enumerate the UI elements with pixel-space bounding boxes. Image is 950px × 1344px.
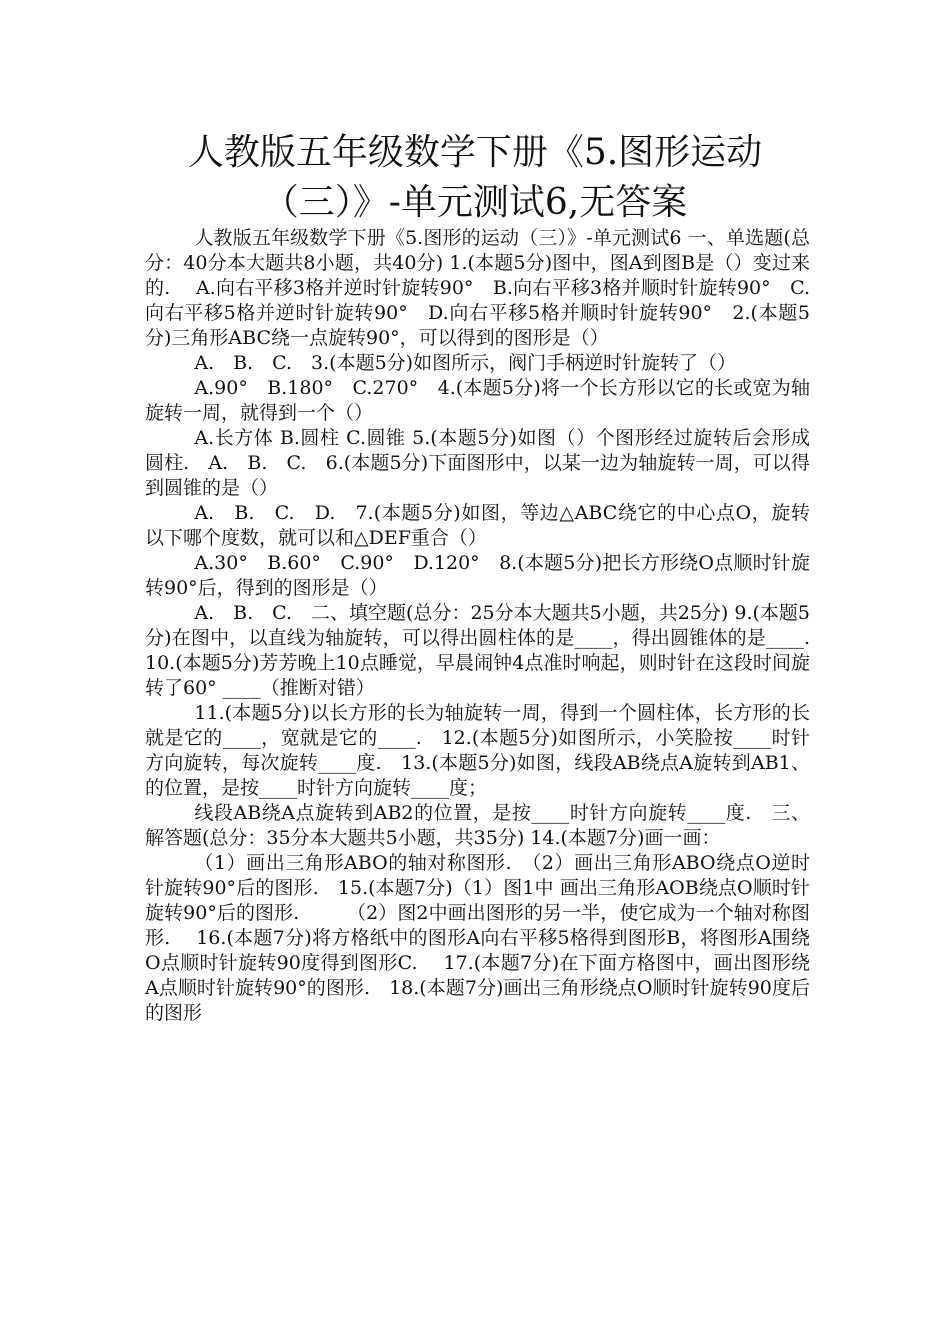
- title-line-1: 人教版五年级数学下册《5.图形运动: [187, 132, 763, 173]
- paragraph-9: 线段AB绕A点旋转到AB2的位置，是按____时针方向旋转____度. 三、解答题(总分：35分本大题共5小题，共35分) 14.(本题7分)画一画：: [145, 802, 810, 849]
- paragraph-2: A. B. C. 3.(本题5分)如图所示，阀门手柄逆时针旋转了（）: [194, 352, 737, 374]
- paragraph-3: A.90° B.180° C.270° 4.(本题5分)将一个长方形以它的长或宽为轴旋转一周，就得到一个（）: [145, 377, 810, 424]
- document-body: [145, 226, 836, 1026]
- paragraph-1: 人教版五年级数学下册《5.图形的运动（三）》-单元测试6 一、单选题(总分：40分本大题共8小题，共40分) 1.(本题5分)图中，图A到图B是（）变过来的. A.向右平移3格并逆时针旋转90° B.向右平移3格并顺时针旋转90° C.向右平移5格并逆时针旋转90° D.向右平移5格并顺时针旋转90° 2.(本题5分)三角形ABC绕一点旋转90°，可以得到的图形是（）: [145, 227, 810, 349]
- paragraph-5: A. B. C. D. 7.(本题5分)如图，等边△ABC绕它的中心点O，旋转以下哪个度数，就可以和△DEF重合（）: [145, 502, 810, 549]
- paragraph-7: A. B. C. 二、填空题(总分：25分本大题共5小题，共25分) 9.(本题5分)在图中，以直线为轴旋转，可以得出圆柱体的是____，得出圆锥体的是____. 10.(本题5分)芳芳晚上10点睡觉，早晨闹钟4点准时响起，则时针在这段时间旋转了60° ____（推断对错）: [145, 602, 836, 699]
- paragraph-10: （1）画出三角形ABO的轴对称图形. （2）画出三角形ABO绕点O逆时针旋转90°后的图形. 15.(本题7分)（1）图1中 画出三角形AOB绕点O顺时针旋转90°后的图形. （2）图2中画出图形的另一半，使它成为一个轴对称图形. 16.(本题7分)将方格纸中的图形A向右平移5格得到图形B，将图形A围绕O点顺时针旋转90度得到图形C. 17.(本题7分)在下面方格图中，画出图形绕A点顺时针旋转90°的图形. 18.(本题7分)画出三角形绕点O顺时针旋转90度后的图形: [145, 852, 810, 1024]
- document-title: [140, 128, 810, 228]
- paragraph-8: 11.(本题5分)以长方形的长为轴旋转一周，得到一个圆柱体，长方形的长就是它的____，宽就是它的____. 12.(本题5分)如图所示，小笑脸按____时针方向旋转，每次旋转____度. 13.(本题5分)如图，线段AB绕点A旋转到AB1、的位置，是按____时针方向旋转____度；: [145, 702, 810, 799]
- paragraph-4: A.长方体 B.圆柱 C.圆锥 5.(本题5分)如图（）个图形经过旋转后会形成圆柱. A. B. C. 6.(本题5分)下面图形中，以某一边为轴旋转一周，可以得到圆锥的是（）: [145, 427, 810, 499]
- title-line-2: （三）》-单元测试6,无答案: [262, 182, 688, 223]
- paragraph-6: A.30° B.60° C.90° D.120° 8.(本题5分)把长方形绕O点顺时针旋转90°后，得到的图形是（）: [145, 552, 810, 599]
